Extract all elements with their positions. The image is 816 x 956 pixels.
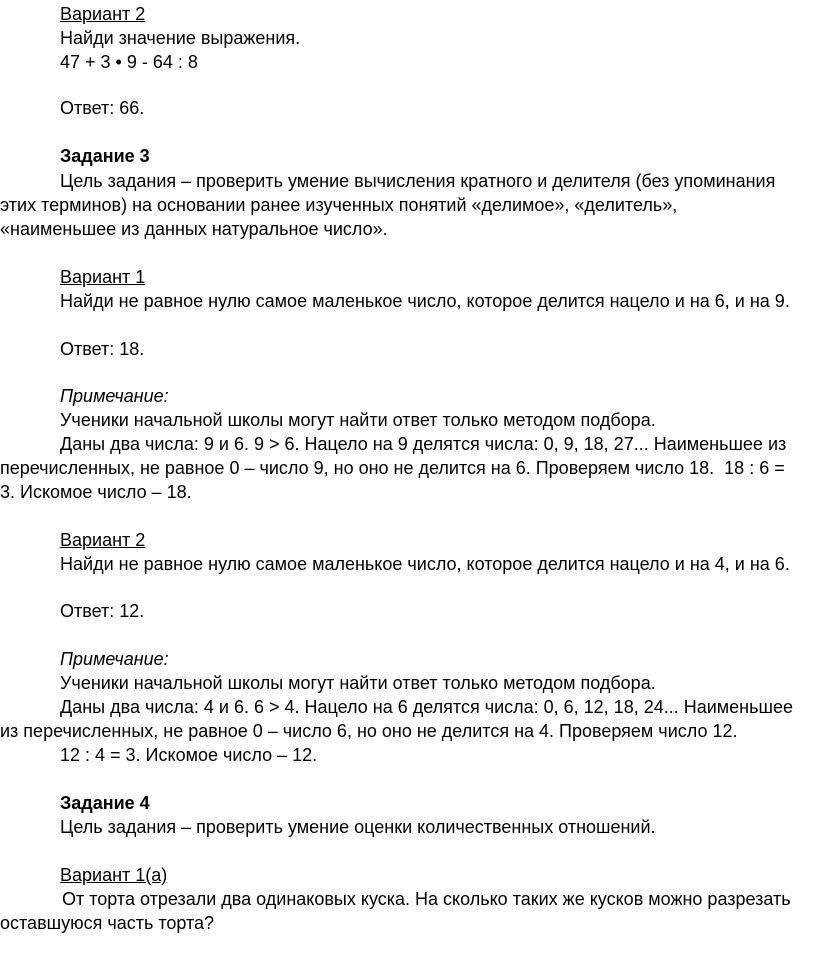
task4-title: Задание 4	[60, 793, 150, 813]
task3-goal-line2: этих терминов) на основании ранее изученных понятий «делимое», «делитель»,	[0, 195, 678, 215]
task3-variant2-note-line2: Даны два числа: 4 и 6. 6 > 4. Нацело на 6 делятся числа: 0, 6, 12, 18, 24... Наименьшее	[60, 697, 793, 717]
task4-variant1a-heading: Вариант 1(а)	[60, 865, 168, 885]
task3-variant2-note-line4: 12 : 4 = 3. Искомое число – 12.	[60, 745, 318, 765]
task3-variant2-note-label: Примечание:	[60, 649, 169, 669]
task2-instruction: Найди значение выражения.	[60, 28, 301, 48]
task2-expression: 47 + 3 • 9 - 64 : 8	[60, 52, 198, 72]
task3-goal-line3: «наименьшее из данных натуральное число».	[0, 219, 388, 239]
task3-variant2-question: Найди не равное нулю самое маленькое число, которое делится нацело и на 4, и на 6.	[60, 554, 790, 574]
task3-variant1-note-line2: Даны два числа: 9 и 6. 9 > 6. Нацело на 9 делятся числа: 0, 9, 18, 27... Наименьшее из	[60, 434, 787, 454]
task3-variant1-answer: Ответ: 18.	[60, 339, 145, 359]
task3-variant1-note-line1: Ученики начальной школы могут найти ответ только методом подбора.	[60, 410, 656, 430]
task3-variant1-note-line3: перечисленных, не равное 0 – число 9, но оно не делится на 6. Проверяем число 18. 18 : 6 =	[0, 458, 785, 478]
task3-variant2-note-line3: из перечисленных, не равное 0 – число 6, но оно не делится на 4. Проверяем число 12.	[0, 721, 738, 741]
task3-variant1-question: Найди не равное нулю самое маленькое число, которое делится нацело и на 6, и на 9.	[60, 291, 790, 311]
task3-variant1-note-label: Примечание:	[60, 386, 169, 406]
task2-variant2-heading: Вариант 2	[60, 4, 146, 24]
task3-goal-line1: Цель задания – проверить умение вычисления кратного и делителя (без упоминания	[60, 171, 776, 191]
task3-variant2-heading: Вариант 2	[60, 530, 146, 550]
task3-title: Задание 3	[60, 146, 150, 166]
task3-variant2-note-line1: Ученики начальной школы могут найти ответ только методом подбора.	[60, 673, 656, 693]
task2-answer: Ответ: 66.	[60, 98, 145, 118]
task3-variant1-heading: Вариант 1	[60, 267, 146, 287]
task4-goal: Цель задания – проверить умение оценки количественных отношений.	[60, 817, 656, 837]
task4-variant1a-question-line2: оставшуюся часть торта?	[0, 913, 215, 933]
task4-variant1a-question-line1: От торта отрезали два одинаковых куска. На сколько таких же кусков можно разрезать	[62, 889, 791, 909]
task3-variant2-answer: Ответ: 12.	[60, 601, 145, 621]
task3-variant1-note-line4: 3. Искомое число – 18.	[0, 482, 192, 502]
